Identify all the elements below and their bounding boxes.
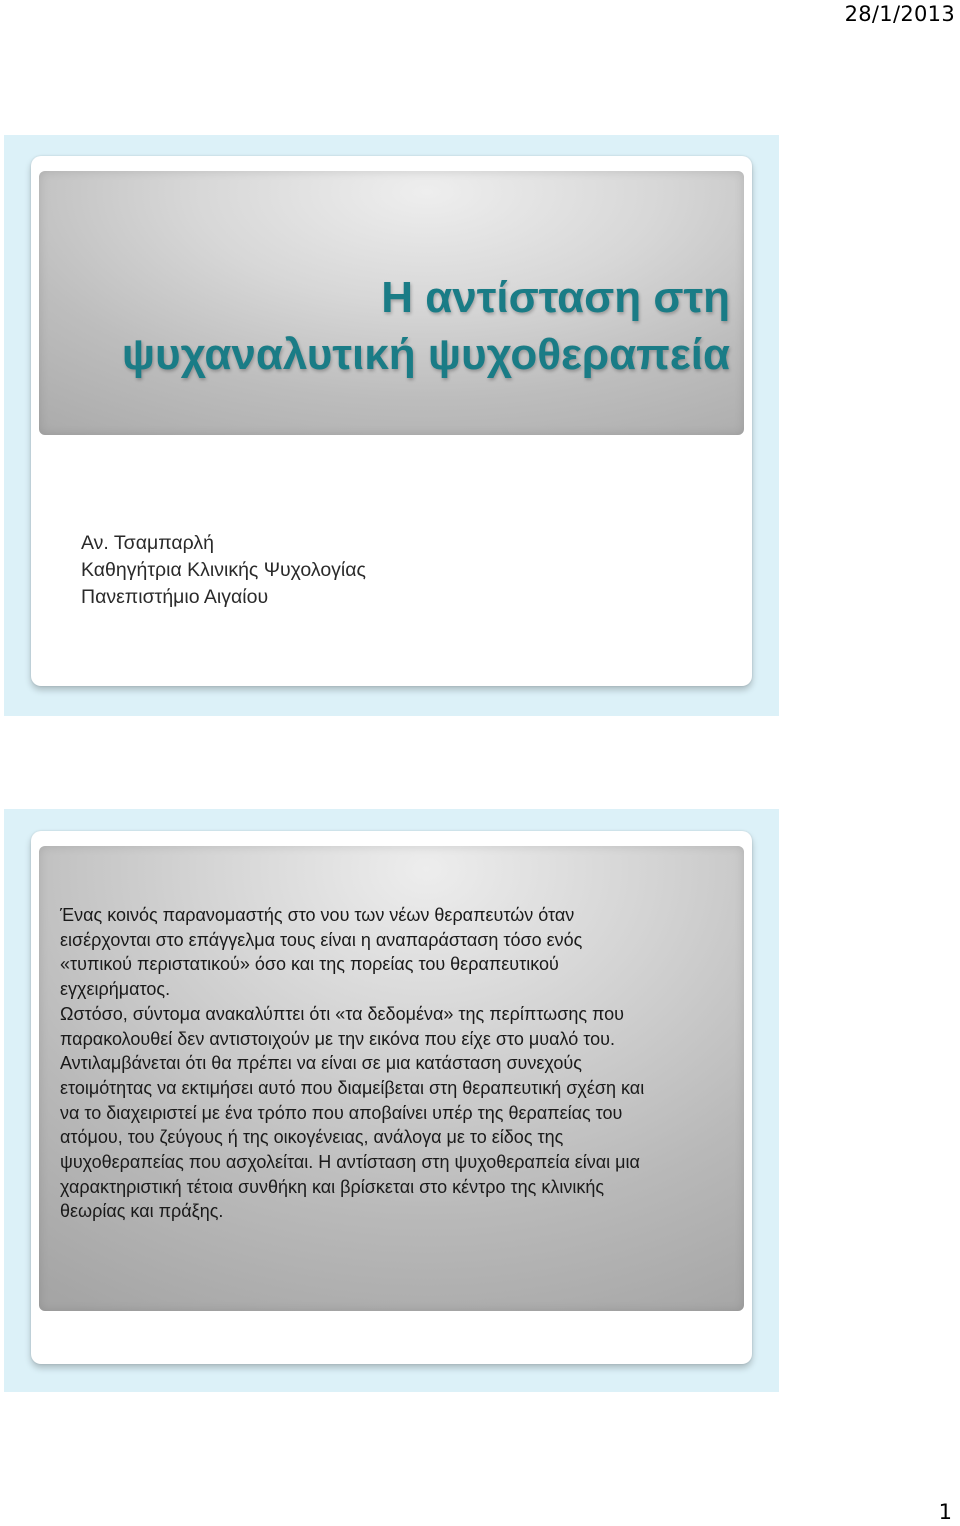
content-panel [39,846,744,1311]
text-line: να το διαχειριστεί με ένα τρόπο που αποβαίνει υπέρ της θεραπείας του [60,1102,623,1123]
title-line: Η αντίσταση στη [381,273,730,322]
text-line: παρακολουθεί δεν αντιστοιχούν με την εικόνα που είχε στο μυαλό του. [60,1028,615,1049]
slide-title [4,135,779,716]
author-name: Αν. Τσαμπαρλή [81,532,214,554]
text-line: «τυπικού περιστατικού» όσο και της πορείας του θεραπευτικού [60,954,559,975]
text-line: ετοιμότητας να εκτιμήσει αυτό που διαμείβεται στη θεραπευτική σχέση και [60,1077,645,1098]
text-line: Ένας κοινός παρανομαστής στο νου των νέων θεραπευτών όταν [60,905,575,925]
text-line: Αντιλαμβάνεται ότι θα πρέπει να είναι σε μια κατάσταση συνεχούς [60,1053,582,1074]
text-line: θεωρίας και πράξης. [60,1201,224,1222]
text-line: εισέρχονται στο επάγγελμα τους είναι η αναπαράσταση τόσο ενός [60,929,583,950]
author-position: Καθηγήτρια Κλινικής Ψυχολογίας [81,559,366,581]
text-line: ψυχοθεραπείας που ασχολείται. Η αντίσταση στη ψυχοθεραπεία είναι μια [60,1152,640,1173]
text-line: ατόμου, του ζεύγους ή της οικογένειας, ανάλογα με το είδος της [60,1127,564,1148]
slide-card [31,156,752,686]
author-block [81,530,366,611]
text-line: Ωστόσο, σύντομα ανακαλύπτει ότι «τα δεδομένα» της περίπτωσης που [60,1003,625,1024]
content-text [60,903,740,1224]
title-banner [39,171,744,435]
title-line: ψυχαναλυτική ψυχοθεραπεία [121,330,730,379]
slide-content [4,809,779,1392]
slide-card [31,831,752,1364]
page-date: 28/1/2013 [844,2,955,26]
author-affiliation: Πανεπιστήμιο Αιγαίου [81,586,269,608]
page-number: 1 [938,1500,952,1524]
slide-title-text [122,269,730,383]
text-line: χαρακτηριστική τέτοια συνθήκη και βρίσκεται στο κέντρο της κλινικής [60,1176,605,1197]
text-line: εγχειρήματος. [60,979,171,1000]
